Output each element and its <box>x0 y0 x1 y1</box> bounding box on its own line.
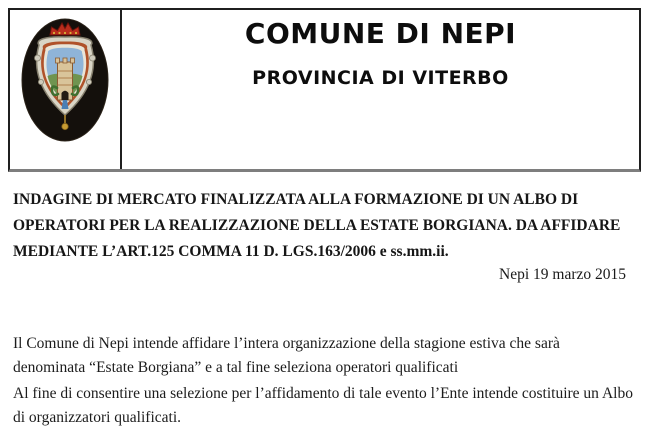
date-line: Nepi 19 marzo 2015 <box>499 266 626 283</box>
province-subtitle: PROVINCIA DI VITERBO <box>252 67 509 89</box>
letterhead-titles <box>122 10 639 169</box>
letterhead <box>8 8 641 172</box>
subject-line-3: MEDIANTE L’ART.125 COMMA 11 D. LGS.163/2006 e ss.mm.ii. <box>13 243 449 260</box>
paragraph-1-line-1: Il Comune di Nepi intende affidare l’intera organizzazione della stagione estiva che sarà <box>13 335 560 352</box>
subject-line-2: OPERATORI PER LA REALIZZAZIONE DELLA ESTATE BORGIANA. DA AFFIDARE <box>13 217 621 234</box>
nepi-coat-of-arms-icon <box>21 14 109 142</box>
commune-title: COMUNE DI NEPI <box>244 17 517 50</box>
paragraph-2-line-2: di organizzatori qualificati. <box>13 409 181 426</box>
paragraph-1-line-2: denominata “Estate Borgiana” e a tal fine seleziona operatori qualificati <box>13 359 459 376</box>
body-paragraph-1 <box>13 332 645 380</box>
subject-line-1: INDAGINE DI MERCATO FINALIZZATA ALLA FORMAZIONE DI UN ALBO DI <box>13 191 579 208</box>
subject-heading <box>13 187 641 265</box>
paragraph-2-line-1: Al fine di consentire una selezione per l’affidamento di tale evento l’Ente intende costituire un Albo <box>13 385 633 402</box>
coat-of-arms-cell <box>10 10 122 169</box>
body-paragraph-2 <box>13 382 645 430</box>
